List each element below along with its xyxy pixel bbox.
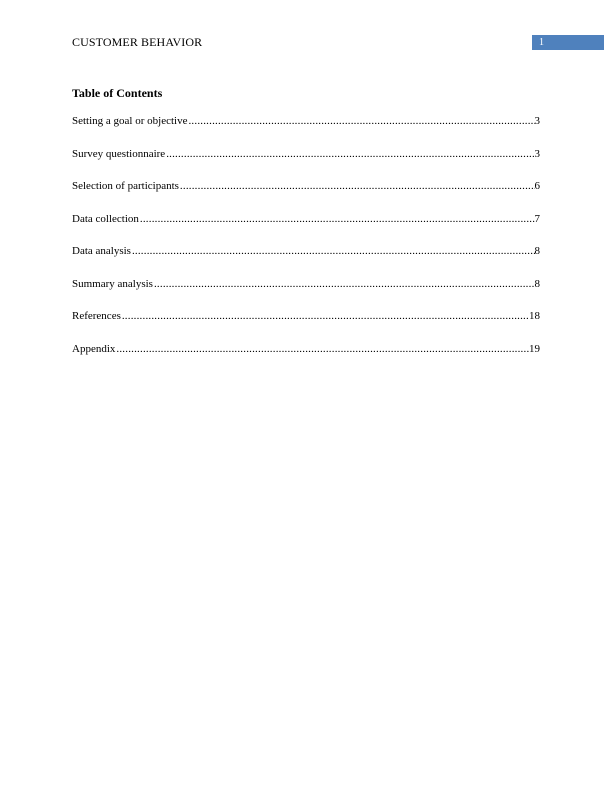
toc-entry-summary[interactable] — [72, 277, 540, 310]
toc-dot-leader — [154, 277, 535, 292]
running-header-title: CUSTOMER BEHAVIOR — [72, 35, 203, 49]
toc-entry-page: 3 — [534, 115, 540, 127]
toc-entry-title: Data collection — [72, 212, 139, 225]
toc-entry-participants[interactable] — [72, 179, 540, 212]
toc-entry-references[interactable] — [72, 309, 540, 342]
toc-entry-title: Selection of participants — [72, 180, 179, 192]
page-number-badge — [532, 35, 604, 50]
toc-heading: Table of Contents — [72, 86, 163, 100]
toc-entry-page: 8 — [534, 277, 540, 290]
toc-entry-title: References — [72, 310, 121, 322]
toc-dot-leader — [188, 114, 534, 129]
toc-entry-page: 3 — [534, 147, 540, 160]
toc-list — [72, 114, 540, 374]
toc-dot-leader — [132, 244, 535, 259]
toc-entry-survey[interactable] — [72, 147, 540, 180]
toc-entry-page: 6 — [534, 180, 540, 192]
toc-entry-goal[interactable] — [72, 114, 540, 147]
toc-entry-title: Data analysis — [72, 245, 131, 257]
toc-entry-title: Summary analysis — [72, 277, 153, 290]
toc-entry-title: Appendix — [72, 342, 116, 355]
toc-entry-page: 8 — [534, 245, 540, 257]
toc-dot-leader — [166, 147, 534, 162]
page-number: 1 — [539, 37, 544, 48]
toc-entry-page: 18 — [529, 310, 540, 322]
toc-entry-page: 19 — [529, 342, 540, 355]
toc-dot-leader — [140, 212, 535, 227]
toc-entry-data-analysis[interactable] — [72, 244, 540, 277]
toc-entry-appendix[interactable] — [72, 342, 540, 375]
toc-dot-leader — [116, 342, 529, 357]
toc-entry-page: 7 — [534, 212, 540, 225]
toc-entry-title: Setting a goal or objective — [72, 115, 188, 127]
toc-dot-leader — [122, 309, 529, 324]
toc-entry-data-collection[interactable] — [72, 212, 540, 245]
toc-dot-leader — [180, 179, 535, 194]
toc-entry-title: Survey questionnaire — [72, 147, 166, 160]
